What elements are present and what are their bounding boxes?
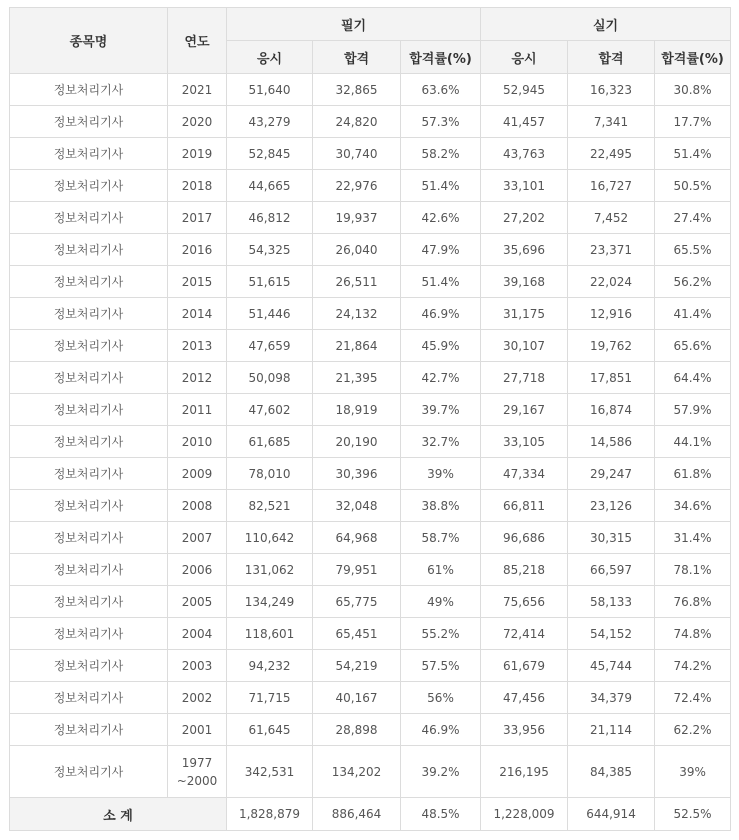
cell-year: 2007 <box>168 522 227 554</box>
table-row <box>10 234 731 266</box>
cell-year: 2010 <box>168 426 227 458</box>
cell-written-pass-rate: 55.2% <box>401 618 481 650</box>
cell-practical-applicants: 27,718 <box>481 362 568 394</box>
cell-written-applicants: 47,659 <box>227 330 313 362</box>
cell-written-applicants: 71,715 <box>227 682 313 714</box>
cell-practical-applicants: 29,167 <box>481 394 568 426</box>
cell-name: 정보처리기사 <box>10 522 168 554</box>
cell-written-passed: 22,976 <box>313 170 401 202</box>
cell-practical-pass-rate: 61.8% <box>655 458 731 490</box>
cell-practical-pass-rate: 65.6% <box>655 330 731 362</box>
cell-written-pass-rate: 51.4% <box>401 170 481 202</box>
cell-written-pass-rate: 58.2% <box>401 138 481 170</box>
cell-written-passed: 20,190 <box>313 426 401 458</box>
cell-practical-passed: 16,874 <box>568 394 655 426</box>
cell-practical-pass-rate: 39% <box>655 746 731 798</box>
cell-written-pass-rate: 39.7% <box>401 394 481 426</box>
cell-year: 2019 <box>168 138 227 170</box>
cell-practical-pass-rate: 50.5% <box>655 170 731 202</box>
total-written-pass-rate: 48.5% <box>401 798 481 831</box>
cell-practical-pass-rate: 31.4% <box>655 522 731 554</box>
table-row <box>10 426 731 458</box>
cell-year: 2012 <box>168 362 227 394</box>
header-name: 종목명 <box>10 8 168 74</box>
cell-practical-passed: 66,597 <box>568 554 655 586</box>
cell-written-passed: 79,951 <box>313 554 401 586</box>
cell-written-pass-rate: 61% <box>401 554 481 586</box>
cell-written-passed: 21,864 <box>313 330 401 362</box>
cell-practical-applicants: 52,945 <box>481 74 568 106</box>
cell-practical-pass-rate: 51.4% <box>655 138 731 170</box>
cell-name: 정보처리기사 <box>10 362 168 394</box>
table-row <box>10 170 731 202</box>
cell-practical-applicants: 33,101 <box>481 170 568 202</box>
total-label: 소 계 <box>10 798 227 831</box>
table-row <box>10 586 731 618</box>
cell-written-pass-rate: 51.4% <box>401 266 481 298</box>
cell-practical-passed: 58,133 <box>568 586 655 618</box>
cell-practical-applicants: 216,195 <box>481 746 568 798</box>
total-practical-passed: 644,914 <box>568 798 655 831</box>
cell-written-pass-rate: 42.6% <box>401 202 481 234</box>
cell-practical-applicants: 27,202 <box>481 202 568 234</box>
cell-name: 정보처리기사 <box>10 330 168 362</box>
header-practical-pass-rate: 합격률(%) <box>655 41 731 74</box>
cell-name: 정보처리기사 <box>10 458 168 490</box>
cell-practical-applicants: 85,218 <box>481 554 568 586</box>
cell-year: 2017 <box>168 202 227 234</box>
cell-written-pass-rate: 46.9% <box>401 714 481 746</box>
table-body <box>10 74 731 798</box>
cell-practical-applicants: 43,763 <box>481 138 568 170</box>
cell-practical-passed: 22,495 <box>568 138 655 170</box>
table-row <box>10 106 731 138</box>
total-practical-applicants: 1,228,009 <box>481 798 568 831</box>
cell-written-passed: 32,048 <box>313 490 401 522</box>
cell-written-passed: 30,396 <box>313 458 401 490</box>
cell-practical-passed: 30,315 <box>568 522 655 554</box>
cell-written-passed: 64,968 <box>313 522 401 554</box>
cell-practical-passed: 29,247 <box>568 458 655 490</box>
total-row <box>10 798 731 831</box>
cell-practical-passed: 12,916 <box>568 298 655 330</box>
cell-practical-pass-rate: 74.2% <box>655 650 731 682</box>
cell-written-passed: 26,511 <box>313 266 401 298</box>
cell-practical-passed: 14,586 <box>568 426 655 458</box>
cell-written-passed: 65,451 <box>313 618 401 650</box>
table-row <box>10 330 731 362</box>
header-year: 연도 <box>168 8 227 74</box>
cell-year: 2013 <box>168 330 227 362</box>
header-written-pass-rate: 합격률(%) <box>401 41 481 74</box>
cell-name: 정보처리기사 <box>10 650 168 682</box>
cell-practical-applicants: 61,679 <box>481 650 568 682</box>
cell-year: 2002 <box>168 682 227 714</box>
cell-year: 2003 <box>168 650 227 682</box>
cell-practical-pass-rate: 72.4% <box>655 682 731 714</box>
header-practical-passed: 합격 <box>568 41 655 74</box>
cell-written-applicants: 78,010 <box>227 458 313 490</box>
cell-name: 정보처리기사 <box>10 490 168 522</box>
cell-written-passed: 28,898 <box>313 714 401 746</box>
cell-written-applicants: 342,531 <box>227 746 313 798</box>
cell-name: 정보처리기사 <box>10 714 168 746</box>
cell-written-passed: 54,219 <box>313 650 401 682</box>
cell-practical-passed: 16,323 <box>568 74 655 106</box>
table-row <box>10 522 731 554</box>
table-row <box>10 618 731 650</box>
cell-practical-pass-rate: 74.8% <box>655 618 731 650</box>
cell-written-passed: 24,132 <box>313 298 401 330</box>
cell-practical-pass-rate: 34.6% <box>655 490 731 522</box>
cell-name: 정보처리기사 <box>10 138 168 170</box>
cell-year: 2016 <box>168 234 227 266</box>
cell-year: 1977 ~2000 <box>168 746 227 798</box>
cell-name: 정보처리기사 <box>10 234 168 266</box>
cell-written-applicants: 131,062 <box>227 554 313 586</box>
cell-practical-applicants: 66,811 <box>481 490 568 522</box>
cell-written-applicants: 94,232 <box>227 650 313 682</box>
header-written-group: 필기 <box>227 8 481 41</box>
cell-written-pass-rate: 38.8% <box>401 490 481 522</box>
cell-year: 2001 <box>168 714 227 746</box>
cell-written-pass-rate: 39% <box>401 458 481 490</box>
cell-name: 정보처리기사 <box>10 394 168 426</box>
cell-name: 정보처리기사 <box>10 202 168 234</box>
table-row <box>10 554 731 586</box>
cell-practical-passed: 54,152 <box>568 618 655 650</box>
cell-name: 정보처리기사 <box>10 266 168 298</box>
cell-written-applicants: 118,601 <box>227 618 313 650</box>
cell-written-applicants: 110,642 <box>227 522 313 554</box>
cell-practical-applicants: 75,656 <box>481 586 568 618</box>
cell-written-applicants: 46,812 <box>227 202 313 234</box>
cell-written-applicants: 51,446 <box>227 298 313 330</box>
cell-practical-passed: 34,379 <box>568 682 655 714</box>
cell-practical-passed: 17,851 <box>568 362 655 394</box>
cell-practical-applicants: 47,334 <box>481 458 568 490</box>
cell-year: 2018 <box>168 170 227 202</box>
cell-written-pass-rate: 45.9% <box>401 330 481 362</box>
cell-name: 정보처리기사 <box>10 586 168 618</box>
table-row <box>10 138 731 170</box>
cell-practical-applicants: 30,107 <box>481 330 568 362</box>
cell-written-applicants: 44,665 <box>227 170 313 202</box>
cell-practical-applicants: 35,696 <box>481 234 568 266</box>
cell-name: 정보처리기사 <box>10 170 168 202</box>
cell-practical-applicants: 33,956 <box>481 714 568 746</box>
cell-written-applicants: 61,645 <box>227 714 313 746</box>
cell-name: 정보처리기사 <box>10 74 168 106</box>
total-written-applicants: 1,828,879 <box>227 798 313 831</box>
cell-written-passed: 134,202 <box>313 746 401 798</box>
cell-name: 정보처리기사 <box>10 618 168 650</box>
cell-practical-applicants: 72,414 <box>481 618 568 650</box>
cell-written-passed: 18,919 <box>313 394 401 426</box>
cell-written-pass-rate: 58.7% <box>401 522 481 554</box>
cell-written-applicants: 51,615 <box>227 266 313 298</box>
cell-year: 2008 <box>168 490 227 522</box>
cell-practical-passed: 23,126 <box>568 490 655 522</box>
cell-name: 정보처리기사 <box>10 746 168 798</box>
cell-practical-applicants: 33,105 <box>481 426 568 458</box>
cell-written-pass-rate: 57.5% <box>401 650 481 682</box>
cell-written-passed: 32,865 <box>313 74 401 106</box>
header-written-passed: 합격 <box>313 41 401 74</box>
table-row <box>10 298 731 330</box>
cell-written-pass-rate: 46.9% <box>401 298 481 330</box>
table-row <box>10 266 731 298</box>
cell-year: 2011 <box>168 394 227 426</box>
cell-practical-pass-rate: 76.8% <box>655 586 731 618</box>
cell-written-passed: 65,775 <box>313 586 401 618</box>
cell-practical-pass-rate: 65.5% <box>655 234 731 266</box>
table-row <box>10 362 731 394</box>
cell-name: 정보처리기사 <box>10 554 168 586</box>
cell-written-pass-rate: 42.7% <box>401 362 481 394</box>
cell-written-pass-rate: 32.7% <box>401 426 481 458</box>
cell-written-applicants: 134,249 <box>227 586 313 618</box>
cell-practical-pass-rate: 57.9% <box>655 394 731 426</box>
cell-practical-pass-rate: 30.8% <box>655 74 731 106</box>
cell-written-passed: 40,167 <box>313 682 401 714</box>
cell-written-passed: 24,820 <box>313 106 401 138</box>
cell-year: 2014 <box>168 298 227 330</box>
cell-written-applicants: 61,685 <box>227 426 313 458</box>
cell-written-applicants: 51,640 <box>227 74 313 106</box>
table-row <box>10 682 731 714</box>
table-row <box>10 394 731 426</box>
cell-name: 정보처리기사 <box>10 682 168 714</box>
cell-practical-pass-rate: 41.4% <box>655 298 731 330</box>
cell-practical-pass-rate: 27.4% <box>655 202 731 234</box>
cell-practical-applicants: 47,456 <box>481 682 568 714</box>
cell-practical-pass-rate: 44.1% <box>655 426 731 458</box>
cell-practical-passed: 45,744 <box>568 650 655 682</box>
cell-practical-pass-rate: 17.7% <box>655 106 731 138</box>
cell-year: 2015 <box>168 266 227 298</box>
header-written-applicants: 응시 <box>227 41 313 74</box>
cell-practical-applicants: 41,457 <box>481 106 568 138</box>
cell-written-pass-rate: 39.2% <box>401 746 481 798</box>
cell-written-pass-rate: 63.6% <box>401 74 481 106</box>
header-row-groups <box>10 8 731 41</box>
cell-year: 2004 <box>168 618 227 650</box>
cell-practical-pass-rate: 56.2% <box>655 266 731 298</box>
cell-written-pass-rate: 57.3% <box>401 106 481 138</box>
cell-practical-passed: 84,385 <box>568 746 655 798</box>
cell-year: 2021 <box>168 74 227 106</box>
cell-practical-passed: 21,114 <box>568 714 655 746</box>
table-row <box>10 746 731 798</box>
cell-written-passed: 26,040 <box>313 234 401 266</box>
exam-statistics-table <box>9 7 731 831</box>
cell-written-applicants: 47,602 <box>227 394 313 426</box>
total-practical-pass-rate: 52.5% <box>655 798 731 831</box>
table-row <box>10 714 731 746</box>
cell-practical-pass-rate: 62.2% <box>655 714 731 746</box>
cell-written-pass-rate: 47.9% <box>401 234 481 266</box>
cell-name: 정보처리기사 <box>10 106 168 138</box>
table-row <box>10 202 731 234</box>
cell-year: 2005 <box>168 586 227 618</box>
cell-written-applicants: 82,521 <box>227 490 313 522</box>
cell-written-passed: 21,395 <box>313 362 401 394</box>
table-row <box>10 650 731 682</box>
cell-year: 2006 <box>168 554 227 586</box>
header-practical-applicants: 응시 <box>481 41 568 74</box>
table-row <box>10 74 731 106</box>
cell-practical-applicants: 96,686 <box>481 522 568 554</box>
header-practical-group: 실기 <box>481 8 731 41</box>
cell-written-pass-rate: 56% <box>401 682 481 714</box>
cell-written-applicants: 54,325 <box>227 234 313 266</box>
cell-year: 2009 <box>168 458 227 490</box>
cell-practical-pass-rate: 64.4% <box>655 362 731 394</box>
total-written-passed: 886,464 <box>313 798 401 831</box>
cell-year: 2020 <box>168 106 227 138</box>
cell-practical-passed: 22,024 <box>568 266 655 298</box>
cell-name: 정보처리기사 <box>10 298 168 330</box>
cell-practical-passed: 7,341 <box>568 106 655 138</box>
cell-written-pass-rate: 49% <box>401 586 481 618</box>
cell-practical-passed: 16,727 <box>568 170 655 202</box>
table-row <box>10 490 731 522</box>
cell-practical-passed: 23,371 <box>568 234 655 266</box>
cell-written-applicants: 52,845 <box>227 138 313 170</box>
cell-written-applicants: 43,279 <box>227 106 313 138</box>
table-row <box>10 458 731 490</box>
cell-name: 정보처리기사 <box>10 426 168 458</box>
cell-practical-passed: 7,452 <box>568 202 655 234</box>
cell-written-passed: 19,937 <box>313 202 401 234</box>
cell-practical-applicants: 31,175 <box>481 298 568 330</box>
cell-practical-applicants: 39,168 <box>481 266 568 298</box>
cell-written-passed: 30,740 <box>313 138 401 170</box>
cell-written-applicants: 50,098 <box>227 362 313 394</box>
cell-practical-pass-rate: 78.1% <box>655 554 731 586</box>
cell-practical-passed: 19,762 <box>568 330 655 362</box>
